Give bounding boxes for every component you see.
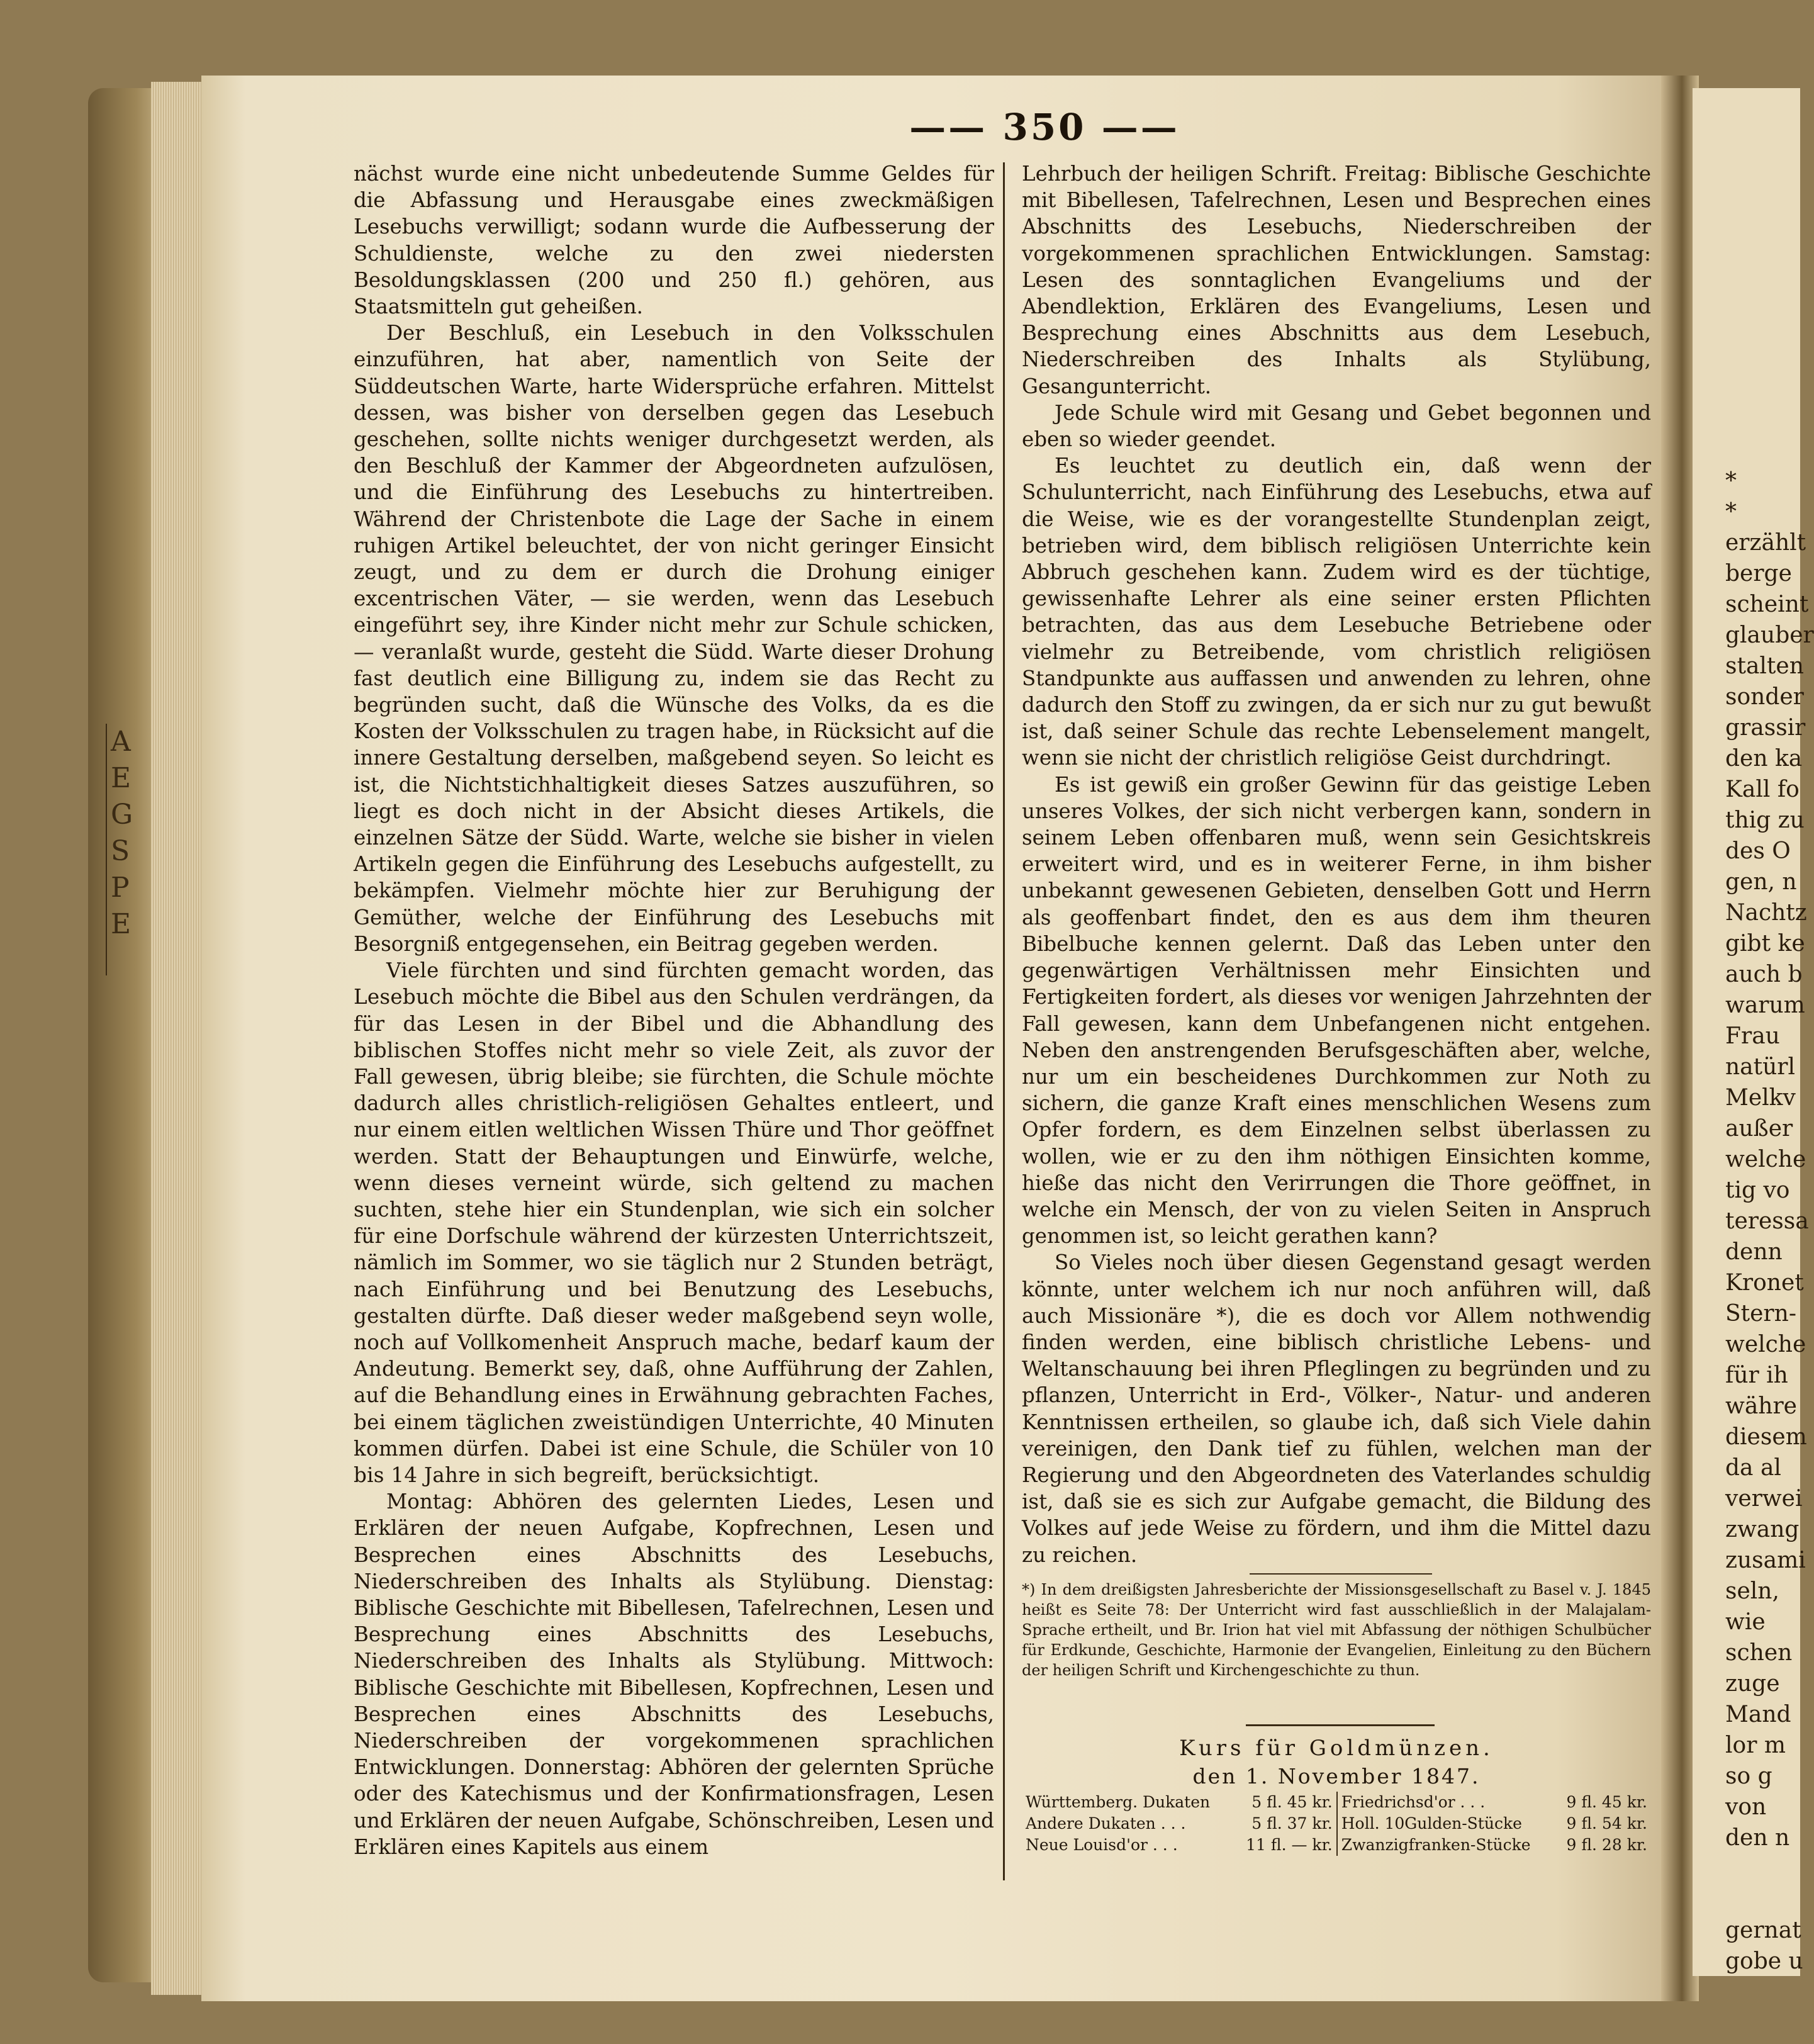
next-page-line: gen, n (1725, 869, 1797, 895)
next-page-line: Nachtz (1725, 900, 1807, 926)
paragraph: Der Beschluß, ein Lesebuch in den Volksschulen einzuführen, hat aber, namentlich von Seite der Süddeutschen Warte, harte Widersprüche erfahren. Mittelst dessen, was bisher von derselben gegen das Lesebuch geschehen, sollte nichts weniger durchgesetzt werden, als den Beschluß der Kammer der Abgeordneten aufzulösen, und die Einführung des Lesebuchs zu hintertreiben. Während der Christenbote die Lage der Sache in einem ruhigen Artikel beleuchtet, der von nicht geringer Einsicht zeugt, und zu dem er durch die Drohung einiger excentrischen Väter, — sie werden, wenn das Lesebuch eingeführt sey, ihre Kinder nicht mehr zur Schule schicken, — veranlaßt wurde, gesteht die Südd. Warte dieser Drohung fast deutlich eine Billigung zu, indem sie das Recht zu begründen sucht, daß die Wünsche des Volks, da es die Kosten der Volksschulen zu tragen habe, in Rücksicht auf die innere Gestaltung derselben, maßgebend seyen. So leicht es ist, die Nichtstichhaltigkeit dieses Satzes auszuführen, so liegt es doch nicht in der Absicht dieses Artikels, die einzelnen Sätze der Südd. Warte, welche sie bisher in vielen Artikeln gegen die Einführung des Lesebuchs aufgestellt, zu bekämpfen. Vielmehr möchte hier zur Beruhigung der Gemüther, welche der Einführung des Lesebuchs mit Besorgniß entgegensehen, ein Beitrag gegeben werden. (354, 321, 994, 956)
next-page-line: * (1725, 468, 1737, 494)
previous-page-margin-letters: A E G S P E (106, 724, 150, 975)
left-column (354, 160, 994, 1888)
coin-name: Andere Dukaten . . . (1026, 1814, 1186, 1833)
next-page-line: Stern- (1725, 1301, 1796, 1327)
next-page-line: lor m (1725, 1732, 1786, 1758)
next-page-line: * (1725, 499, 1737, 525)
next-page-line (1693, 1853, 1800, 1884)
next-page-line: sonder (1725, 684, 1804, 710)
next-page-line: Mand (1725, 1702, 1791, 1727)
next-page-line: gibt ke (1725, 931, 1805, 957)
next-page-line: Kall fo (1725, 777, 1800, 802)
next-page-line: auch b (1725, 962, 1803, 987)
next-page-line: von (1725, 1794, 1767, 1820)
next-page-line: schen (1725, 1640, 1793, 1666)
next-page-line: Melkv (1725, 1085, 1796, 1111)
next-page-line: tig vo (1725, 1177, 1790, 1203)
gold-rates-table (1022, 1792, 1651, 1856)
coin-value: 5 fl. 45 kr. (1233, 1792, 1336, 1813)
paragraph: Jede Schule wird mit Gesang und Gebet begonnen und eben so wieder geendet. (1022, 400, 1651, 452)
footnote: *) In dem dreißigsten Jahresberichte der Missionsgesellschaft zu Basel v. J. 1845 heißt es Seite 78: Der Unterricht wird fast ausschließlich in der Malajalam-Sprache ertheilt, und Br. Irion hat viel mit Abfassung der nöthigen Schulbücher für Erdkunde, Geschichte, Harmonie der Evangelien, Einleitung zu den Büchern der heiligen Schrift und Kirchengeschichte zu thun. (1022, 1581, 1651, 1679)
coin-name: Württemberg. Dukaten (1026, 1793, 1211, 1811)
next-page-line: gobe u (1725, 1948, 1803, 1974)
coin-value: 11 fl. — kr. (1233, 1834, 1336, 1856)
next-page-line: gernat (1725, 1918, 1801, 1943)
gold-rates-date: den 1. November 1847. (1192, 1764, 1481, 1788)
paragraph: Lehrbuch der heiligen Schrift. Freitag: Biblische Geschichte mit Bibellesen, Tafelrechnen, Lesen und Besprechen eines Abschnitts des Lesebuchs, Niederschreiben der vorgekommenen sprachlichen Entwicklungen. Samstag: Lesen des sonntaglichen Evangeliums und der Abendlektion, Erklären des Evangeliums, Lesen und Besprechung eines Abschnitts aus dem Lesebuch, Niederschreiben des Inhalts als Stylübung, Gesangunterricht. (1022, 162, 1651, 398)
next-page-line: zuge (1725, 1671, 1780, 1697)
next-page-line: stalten (1725, 653, 1804, 679)
next-page-line: berge (1725, 561, 1792, 587)
table-row (1022, 1834, 1651, 1856)
next-page-line: diesem (1725, 1424, 1807, 1450)
next-page-line: des O (1725, 838, 1791, 864)
next-page-line: zusami (1725, 1547, 1806, 1573)
next-page-line: welche (1725, 1147, 1806, 1172)
coin-value: 5 fl. 37 kr. (1233, 1813, 1336, 1834)
coin-value: 9 fl. 45 kr. (1566, 1793, 1647, 1811)
paragraph: Es ist gewiß ein großer Gewinn für das geistige Leben unseres Volkes, der sich nicht verbergen kann, sondern in seinem Leben offenbaren muß, wenn sein Gesichtskreis erweitert wird, und es in weiterer Ferne, in ihm bisher unbekannt gewesenen Gebieten, denselben Gott und Herrn als geoffenbart findet, den es aus dem ihm theuren Bibelbuche kennen gelernt. Daß das Leben unter den gegenwärtigen Verhältnissen mehr Einsichten und Fertigkeiten fordert, als dieses vor wenigen Jahrzehnten der Fall gewesen, kann dem Unbefangenen nicht entgehen. Neben den anstrengenden Berufsgeschäften aber, welche, nur um ein bescheidenes Durchkommen zur Noth zu sichern, die ganze Kraft eines menschlichen Wesens zum Opfer fordern, es dem Einzelnen selbst überlassen zu wollen, wie er zu den ihm nöthigen Einsichten komme, hieße das nicht den Verirrungen die Thore geöffnet, in welche ein Mensch, der von zu vielen Seiten in Anspruch genommen ist, so leicht gerathen kann? (1022, 772, 1651, 1249)
gold-rates-title: Kurs für Goldmünzen. (1179, 1736, 1494, 1761)
coin-name: Neue Louisd'or . . . (1026, 1836, 1178, 1854)
next-page-line: natürl (1725, 1054, 1796, 1080)
next-page-line: scheint (1725, 592, 1809, 617)
next-page-line: thig zu (1725, 807, 1805, 833)
next-page-line: den n (1725, 1825, 1790, 1851)
next-page-line: verwei (1725, 1486, 1803, 1512)
coin-name: Zwanzigfranken-Stücke (1341, 1836, 1531, 1854)
coin-name: Friedrichsd'or . . . (1341, 1793, 1486, 1811)
next-page-line: Frau (1725, 1023, 1780, 1049)
paragraph: nächst wurde eine nicht unbedeutende Summe Geldes für die Abfassung und Herausgabe eines zweckmäßigen Lesebuchs verwilligt; sodann wurde die Aufbesserung der Schuldienste, welche zu den zwei niedersten Besoldungsklassen (200 und 250 fl.) gehören, aus Staatsmitteln gut geheißen. (354, 162, 994, 319)
column-rule (1003, 162, 1005, 1880)
gold-rates (1022, 1734, 1651, 1856)
next-page-line: denn (1725, 1239, 1783, 1265)
next-page-line: für ih (1725, 1362, 1788, 1388)
next-page-line: teressa (1725, 1208, 1809, 1234)
table-row (1022, 1792, 1651, 1813)
next-page-line (1693, 1884, 1800, 1915)
paragraph: Viele fürchten und sind fürchten gemacht worden, das Lesebuch möchte die Bibel aus den Schulen verdrängen, da für das Lesen in der Bibel und die Abhandlung des biblischen Stoffes nicht mehr so viele Zeit, als zuvor der Fall gewesen, übrig bleibe; sie fürchten, die Schule möchte dadurch alles christlich-religiösen Gehaltes entleert, und nur einem eitlen weltlichen Wissen Thüre und Thor geöffnet werden. Statt der Behauptungen und Einwürfe, welche, wenn dieses verneint würde, sich geltend zu machen suchten, stehe hier ein Stundenplan, wie sich ein solcher für eine Dorfschule während der kürzesten Unterrichtszeit, nämlich im Sommer, wo sie täglich nur 2 Stunden beträgt, nach Einführung und bei Benutzung des Lesebuchs, gestalten dürfte. Daß dieser weder maßgebend seyn wolle, noch auf Vollkomenheit Anspruch mache, bedarf kaum der Andeutung. Bemerkt sey, daß, ohne Aufführung der Zahlen, auf die Behandlung eines in Erwähnung gebrachten Faches, bei einem täglichen zweistündigen Unterrichte, 40 Minuten kommen dürfen. Dabei ist eine Schule, die Schüler von 10 bis 14 Jahre in sich begreift, berücksichtigt. (354, 958, 994, 1487)
next-page-line: außer (1725, 1116, 1793, 1142)
next-page-line: warum (1725, 992, 1805, 1018)
table-row (1022, 1813, 1651, 1834)
next-page-line: seln, (1725, 1578, 1779, 1604)
next-page-line: so g (1725, 1763, 1772, 1789)
next-page-line: währe (1725, 1393, 1797, 1419)
coin-value: 9 fl. 54 kr. (1566, 1814, 1647, 1833)
next-page-edge (1693, 88, 1814, 1976)
next-page-line: grassir (1725, 715, 1806, 741)
paragraph: Es leuchtet zu deutlich ein, daß wenn der Schulunterricht, nach Einführung des Lesebuchs, etwa auf die Weise, wie es der vorangestellte Stundenplan zeigt, betrieben wird, dem biblisch religiösen Unterrichte kein Abbruch geschehen kann. Zudem wird es der tüchtige, gewissenhafte Lehrer als eine seiner ersten Pflichten betrachten, das aus dem Lesebuche Betriebene oder vielmehr zu Betreibende, vom christlich religiösen Standpunkte aus auffassen und anwenden zu lehren, ohne dadurch den Stoff zu zwingen, da er sich nur zu gut bewußt ist, daß seiner Schule das rechte Lebenselement mangelt, wenn sie nicht der christlich religiöse Geist durchdringt. (1022, 454, 1651, 770)
next-page-line: Kronet (1725, 1270, 1804, 1296)
page-edges (151, 82, 208, 1995)
next-page-line: welche (1725, 1332, 1806, 1357)
paragraph: So Vieles noch über diesen Gegenstand gesagt werden könnte, unter welchem ich nur noch anführen will, daß auch Missionäre *), die es doch vor Allem nothwendig finden werden, eine biblisch christliche Lebens- und Weltanschauung bei ihren Pfleglingen zu begründen und zu pflanzen, Unterricht in Erd-, Völker-, Natur- und anderen Kenntnissen ertheilen, so glaube ich, daß sich Viele dahin vereinigen, den Dank tief zu fühlen, welchen man der Regierung und den Abgeordneten des Vaterlandes schuldig ist, daß sie es sich zur Aufgabe gemacht, die Bildung des Volkes auf jede Weise zu fördern, und ihm die Mittel dazu zu reichen. (1022, 1250, 1651, 1567)
right-column (1022, 160, 1651, 1568)
next-page-line: glauber (1725, 622, 1814, 648)
next-page-line: erzählt (1725, 530, 1806, 556)
paragraph: Montag: Abhören des gelernten Liedes, Lesen und Erklären der neuen Aufgabe, Kopfrechnen, Lesen und Besprechen eines Abschnitts des Lesebuchs, Niederschreiben des Inhalts als Stylübung. Dienstag: Biblische Geschichte mit Bibellesen, Tafelrechnen, Lesen und Besprechung eines Abschnitts des Lesebuchs, Niederschreiben des Inhalts als Stylübung. Mittwoch: Biblische Geschichte mit Bibellesen, Kopfrechnen, Lesen und Besprechen eines Abschnitts des Lesebuchs, Niederschreiben der vorgekommenen sprachlichen Entwicklungen. Donnerstag: Abhören der gelernten Sprüche oder des Katechismus und der Konfirmationsfragen, Lesen und Erklären der neuen Aufgabe, Schönschreiben, Lesen und Erklären eines Kapitels aus einem (354, 1490, 994, 1859)
next-page-line: da al (1725, 1455, 1781, 1481)
footnote-rule (1250, 1573, 1432, 1575)
coin-name: Holl. 10Gulden-Stücke (1341, 1814, 1522, 1833)
next-page-line: wie (1725, 1609, 1766, 1635)
page-number: —— 350 —— (909, 106, 1180, 149)
section-rule (1246, 1724, 1435, 1726)
next-page-line: zwang (1725, 1517, 1800, 1542)
coin-value: 9 fl. 28 kr. (1566, 1836, 1647, 1854)
next-page-line: den ka (1725, 746, 1803, 772)
